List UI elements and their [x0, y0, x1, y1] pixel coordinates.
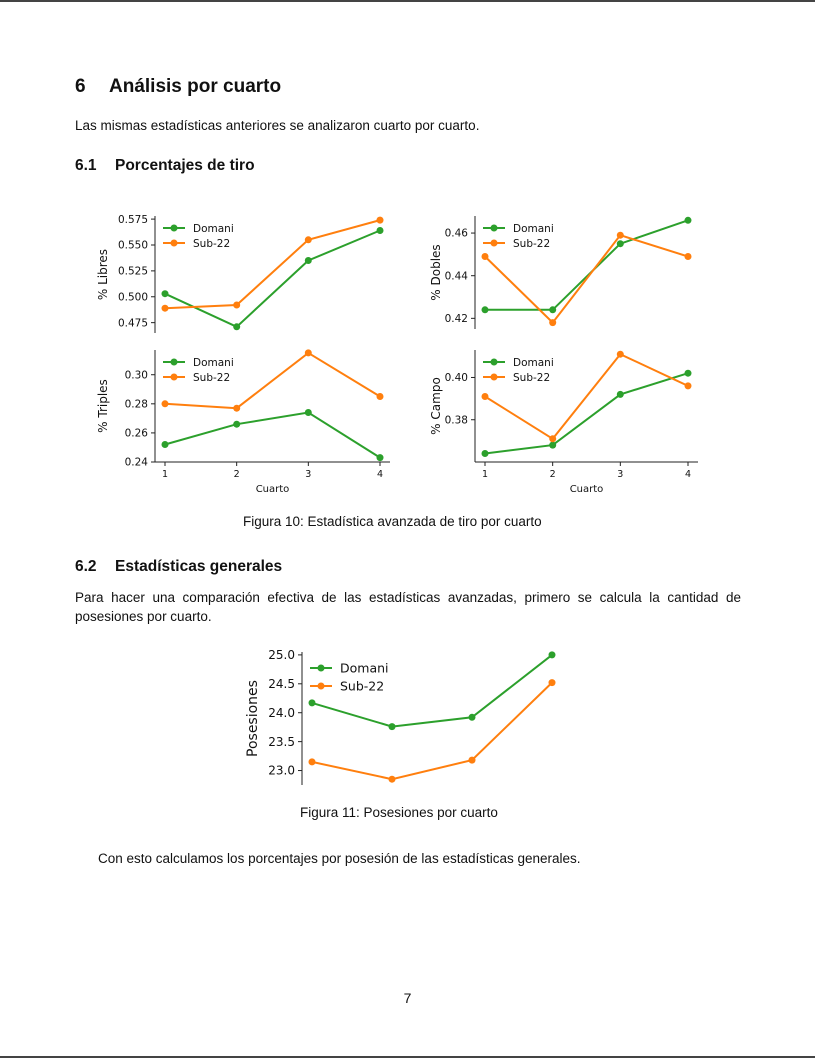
data-point [233, 421, 240, 428]
legend-label: Sub-22 [340, 678, 385, 694]
data-point [389, 723, 396, 730]
data-point [377, 393, 384, 400]
page-number: 7 [403, 990, 412, 1006]
subsection-heading-1 [75, 157, 255, 175]
series-line [165, 413, 380, 458]
data-point [377, 454, 384, 461]
chart-group [96, 349, 390, 495]
y-tick-label: 0.42 [444, 313, 468, 326]
data-point [469, 757, 476, 764]
y-tick-label: 0.24 [124, 456, 148, 469]
data-point [233, 302, 240, 309]
y-axis-label: % Dobles [429, 244, 443, 301]
data-point [309, 699, 316, 706]
chart-group [96, 214, 384, 333]
legend-label: Sub-22 [513, 237, 551, 250]
legend-label: Domani [513, 222, 554, 235]
data-point [162, 441, 169, 448]
legend-label: Domani [193, 356, 234, 369]
chart-posesiones [230, 645, 590, 795]
subsection-title-2: Estadísticas generales [115, 558, 283, 575]
data-point [233, 323, 240, 330]
legend-label: Sub-22 [193, 371, 231, 384]
data-point [305, 236, 312, 243]
data-point [469, 714, 476, 721]
data-point [305, 409, 312, 416]
x-tick-label: 3 [305, 469, 312, 480]
data-point [685, 382, 692, 389]
subsection-number-1: 6.1 [75, 157, 97, 174]
x-axis-label: Cuarto [569, 484, 604, 495]
legend-marker [171, 359, 178, 366]
intro-paragraph: Las mismas estadísticas anteriores se analizaron cuarto por cuarto. [75, 118, 480, 133]
x-axis-label: Cuarto [255, 484, 290, 495]
y-tick-label: 24.0 [268, 705, 295, 720]
x-tick-label: 1 [481, 469, 489, 480]
data-point [377, 227, 384, 234]
data-point [685, 253, 692, 260]
y-axis-label: % Campo [429, 377, 443, 435]
data-point [617, 351, 624, 358]
chart-campo [418, 345, 718, 500]
data-point [482, 393, 489, 400]
data-point [549, 319, 556, 326]
data-point [549, 679, 556, 686]
data-point [549, 442, 556, 449]
page-border-bottom [0, 1056, 815, 1058]
y-tick-label: 0.38 [444, 414, 468, 427]
legend-marker [491, 359, 498, 366]
legend-marker [491, 225, 498, 232]
legend-marker [491, 374, 498, 381]
legend-label: Domani [340, 660, 389, 676]
x-tick-label: 2 [549, 469, 556, 480]
y-tick-label: 0.525 [117, 265, 148, 278]
y-tick-label: 0.30 [124, 369, 148, 382]
chart-group [245, 648, 556, 785]
section-number: 6 [75, 76, 86, 97]
legend-marker [171, 240, 178, 247]
x-tick-label: 4 [684, 469, 692, 480]
data-point [549, 651, 556, 658]
figure-11-caption: Figura 11: Posesiones por cuarto [300, 805, 498, 820]
data-point [685, 217, 692, 224]
data-point [233, 405, 240, 412]
y-tick-label: 0.26 [124, 427, 148, 440]
y-tick-label: 0.40 [444, 372, 468, 385]
y-tick-label: 23.0 [268, 763, 295, 778]
data-point [162, 400, 169, 407]
y-tick-label: 0.44 [444, 270, 468, 283]
y-tick-label: 23.5 [268, 734, 295, 749]
legend-marker [171, 374, 178, 381]
y-axis-label: Posesiones [245, 680, 261, 757]
chart-libres [60, 205, 395, 340]
data-point [389, 776, 396, 783]
data-point [482, 253, 489, 260]
y-axis-label: % Triples [96, 379, 110, 433]
section-heading [75, 76, 281, 98]
data-point [617, 391, 624, 398]
data-point [162, 305, 169, 312]
data-point [305, 257, 312, 264]
x-tick-label: 2 [233, 469, 240, 480]
data-point [617, 232, 624, 239]
data-point [377, 217, 384, 224]
legend-marker [171, 225, 178, 232]
y-tick-label: 25.0 [268, 648, 295, 663]
data-point [305, 349, 312, 356]
chart-triples [60, 345, 395, 500]
x-tick-label: 1 [161, 469, 169, 480]
legend-marker [318, 665, 325, 672]
y-tick-label: 24.5 [268, 677, 295, 692]
data-point [617, 240, 624, 247]
series-line [485, 373, 688, 453]
legend-marker [491, 240, 498, 247]
subsection-number-2: 6.2 [75, 558, 97, 575]
data-point [549, 306, 556, 313]
subsection-title-1: Porcentajes de tiro [115, 157, 255, 174]
data-point [482, 306, 489, 313]
legend-label: Domani [513, 356, 554, 369]
y-tick-label: 0.500 [117, 291, 148, 304]
data-point [309, 758, 316, 765]
figure-10-caption: Figura 10: Estadística avanzada de tiro por cuarto [243, 514, 542, 529]
y-tick-label: 0.575 [117, 213, 148, 226]
data-point [162, 290, 169, 297]
y-tick-label: 0.475 [117, 317, 148, 330]
legend-label: Sub-22 [193, 237, 231, 250]
data-point [482, 450, 489, 457]
closing-paragraph: Con esto calculamos los porcentajes por posesión de las estadísticas generales. [98, 851, 581, 866]
x-tick-label: 4 [376, 469, 384, 480]
x-tick-label: 3 [617, 469, 624, 480]
y-axis-label: % Libres [96, 248, 110, 301]
legend-label: Domani [193, 222, 234, 235]
y-tick-label: 0.550 [117, 239, 148, 252]
section-title: Análisis por cuarto [109, 76, 282, 97]
chart-group [429, 350, 698, 495]
subsection-heading-2 [75, 558, 282, 576]
page-border-top [0, 0, 815, 2]
y-tick-label: 0.28 [124, 398, 148, 411]
y-tick-label: 0.46 [444, 227, 468, 240]
paragraph-posesiones: Para hacer una comparación efectiva de las estadísticas avanzadas, primero se calcula la cantidad de posesiones por cuarto. [75, 590, 741, 624]
series-line [312, 683, 552, 780]
chart-dobles [418, 205, 718, 340]
chart-group [429, 216, 692, 329]
data-point [549, 435, 556, 442]
legend-marker [318, 683, 325, 690]
legend-label: Sub-22 [513, 371, 551, 384]
data-point [685, 370, 692, 377]
